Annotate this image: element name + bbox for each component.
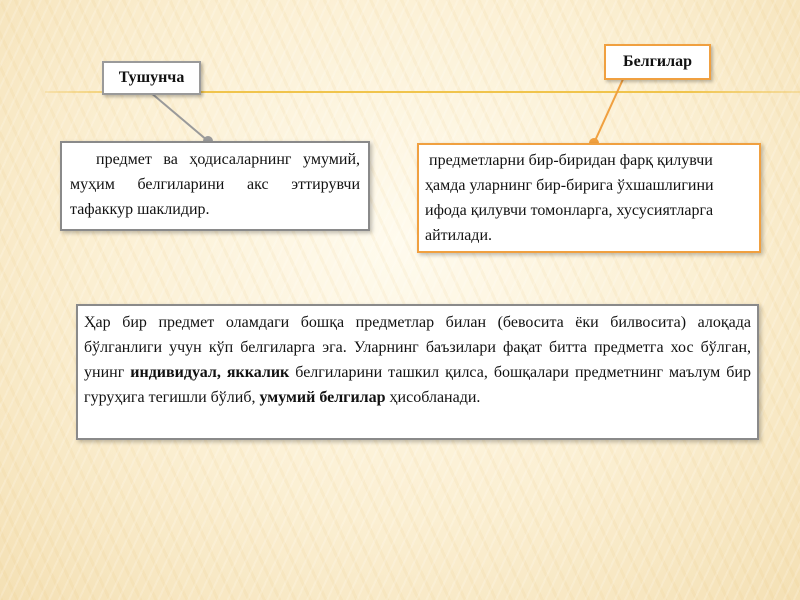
main-text-bold-individual: индивидуал, яккалик xyxy=(130,364,290,381)
concept-label xyxy=(102,61,201,95)
concept-definition-box xyxy=(60,141,370,231)
signs-label-text: Белгилар xyxy=(622,53,692,70)
main-text-part2: белгиларини ташкил қилса, бошқалари предметнинг маълум бир гуруҳига тегишли бўлиб, xyxy=(84,364,751,406)
concept-definition-text: предмет ва ҳодисаларнинг умумий, муҳим белгиларини акс эттирувчи тафаккур шаклидир. xyxy=(70,151,360,218)
main-text-part1: Ҳар бир предмет оламдаги бошқа предметлар билан (бевосита ёки билвосита) алоқада бўлганлиги учун кўп белгиларга эга. Уларнинг баъзилари фақат битта предметга хос бўлган, унинг xyxy=(84,314,751,381)
signs-label xyxy=(604,44,711,80)
concept-connector-line xyxy=(150,92,208,141)
signs-definition-box xyxy=(417,143,761,253)
signs-connector-line xyxy=(594,77,624,143)
main-text-part3: ҳисобланади. xyxy=(385,389,481,406)
concept-label-text: Тушунча xyxy=(118,69,185,86)
main-explanation-box xyxy=(76,304,759,440)
main-text-bold-general: умумий белгилар xyxy=(259,389,386,406)
signs-definition-text: предметларни бир-биридан фарқ қилувчи ҳамда уларнинг бир-бирига ўхшашлигини ифода қилувчи томонларга, хусусиятларга айтилади. xyxy=(425,152,714,244)
